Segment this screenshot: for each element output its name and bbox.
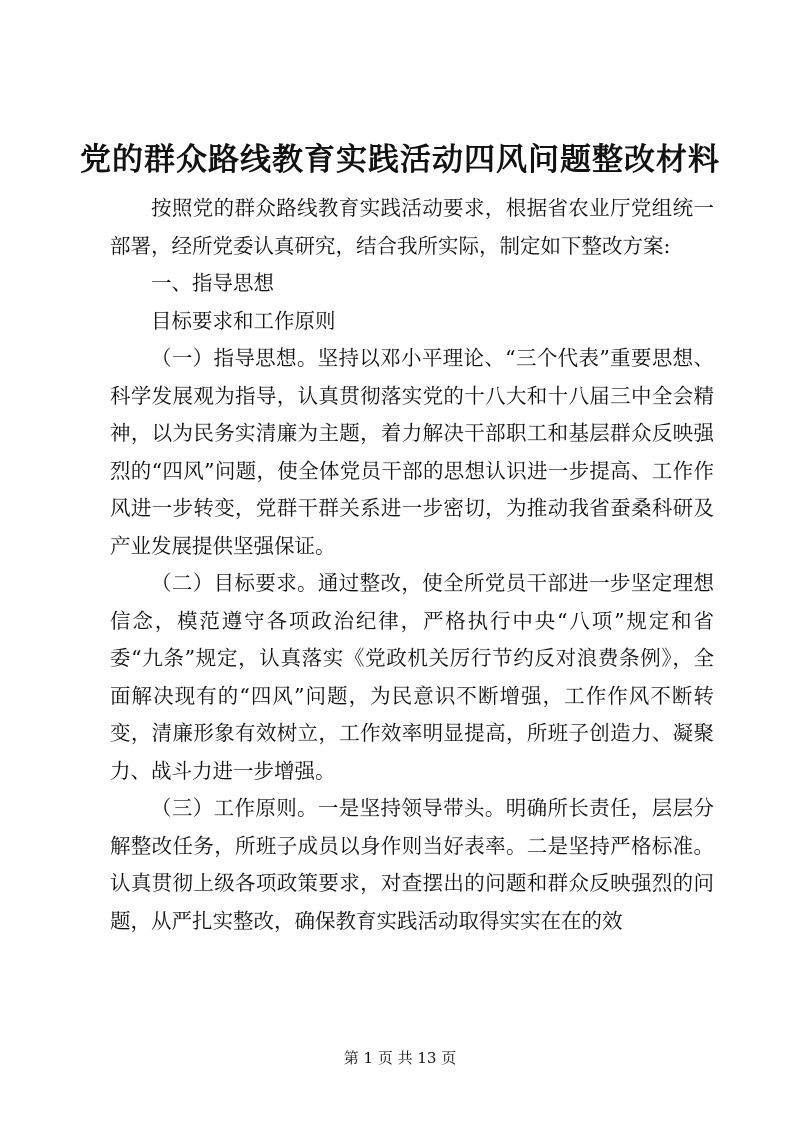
paragraph-intro: 按照党的群众路线教育实践活动要求，根据省农业厅党组统一部署，经所党委认真研究，结合我所实际，制定如下整改方案:: [110, 196, 714, 258]
section-heading-guiding-ideology: 一、指导思想: [151, 271, 274, 295]
section-heading-goals-principles: 目标要求和工作原则: [151, 308, 336, 333]
document-title: 党的群众路线教育实践活动四风问题整改材料: [80, 142, 720, 178]
paragraph-goals: （二）目标要求。通过整改，使全所党员干部进一步坚定理想信念，模范遵守各项政治纪律，严格执行中央“八项”规定和省委“九条”规定，认真落实《党政机关厉行节约反对浪费条例》，全面解决现有的“四风”问题，为民意识不断增强，工作作风不断转变，清廉形象有效树立，工作效率明显提高，所班子创造力、凝聚力、战斗力进一步增强。: [110, 571, 714, 783]
document-body: [110, 190, 714, 940]
paragraph-work-principles: （三）工作原则。一是坚持领导带头。明确所长责任，层层分解整改任务，所班子成员以身作则当好表率。二是坚持严格标准。认真贯彻上级各项政策要求，对查摆出的问题和群众反映强烈的问题，从严扎实整改，确保教育实践活动取得实实在在的效: [110, 796, 714, 933]
page-number-footer: 第 1 页 共 13 页: [343, 1049, 457, 1067]
paragraph-guiding-ideology: （一）指导思想。坚持以邓小平理论、“三个代表”重要思想、科学发展观为指导，认真贯彻落实党的十八大和十八届三中全会精神，以为民务实清廉为主题，着力解决干部职工和基层群众反映强烈的“四风”问题，使全体党员干部的思想认识进一步提高、工作作风进一步转变，党群干群关系进一步密切，为推动我省蚕桑科研及产业发展提供坚强保证。: [110, 346, 714, 558]
